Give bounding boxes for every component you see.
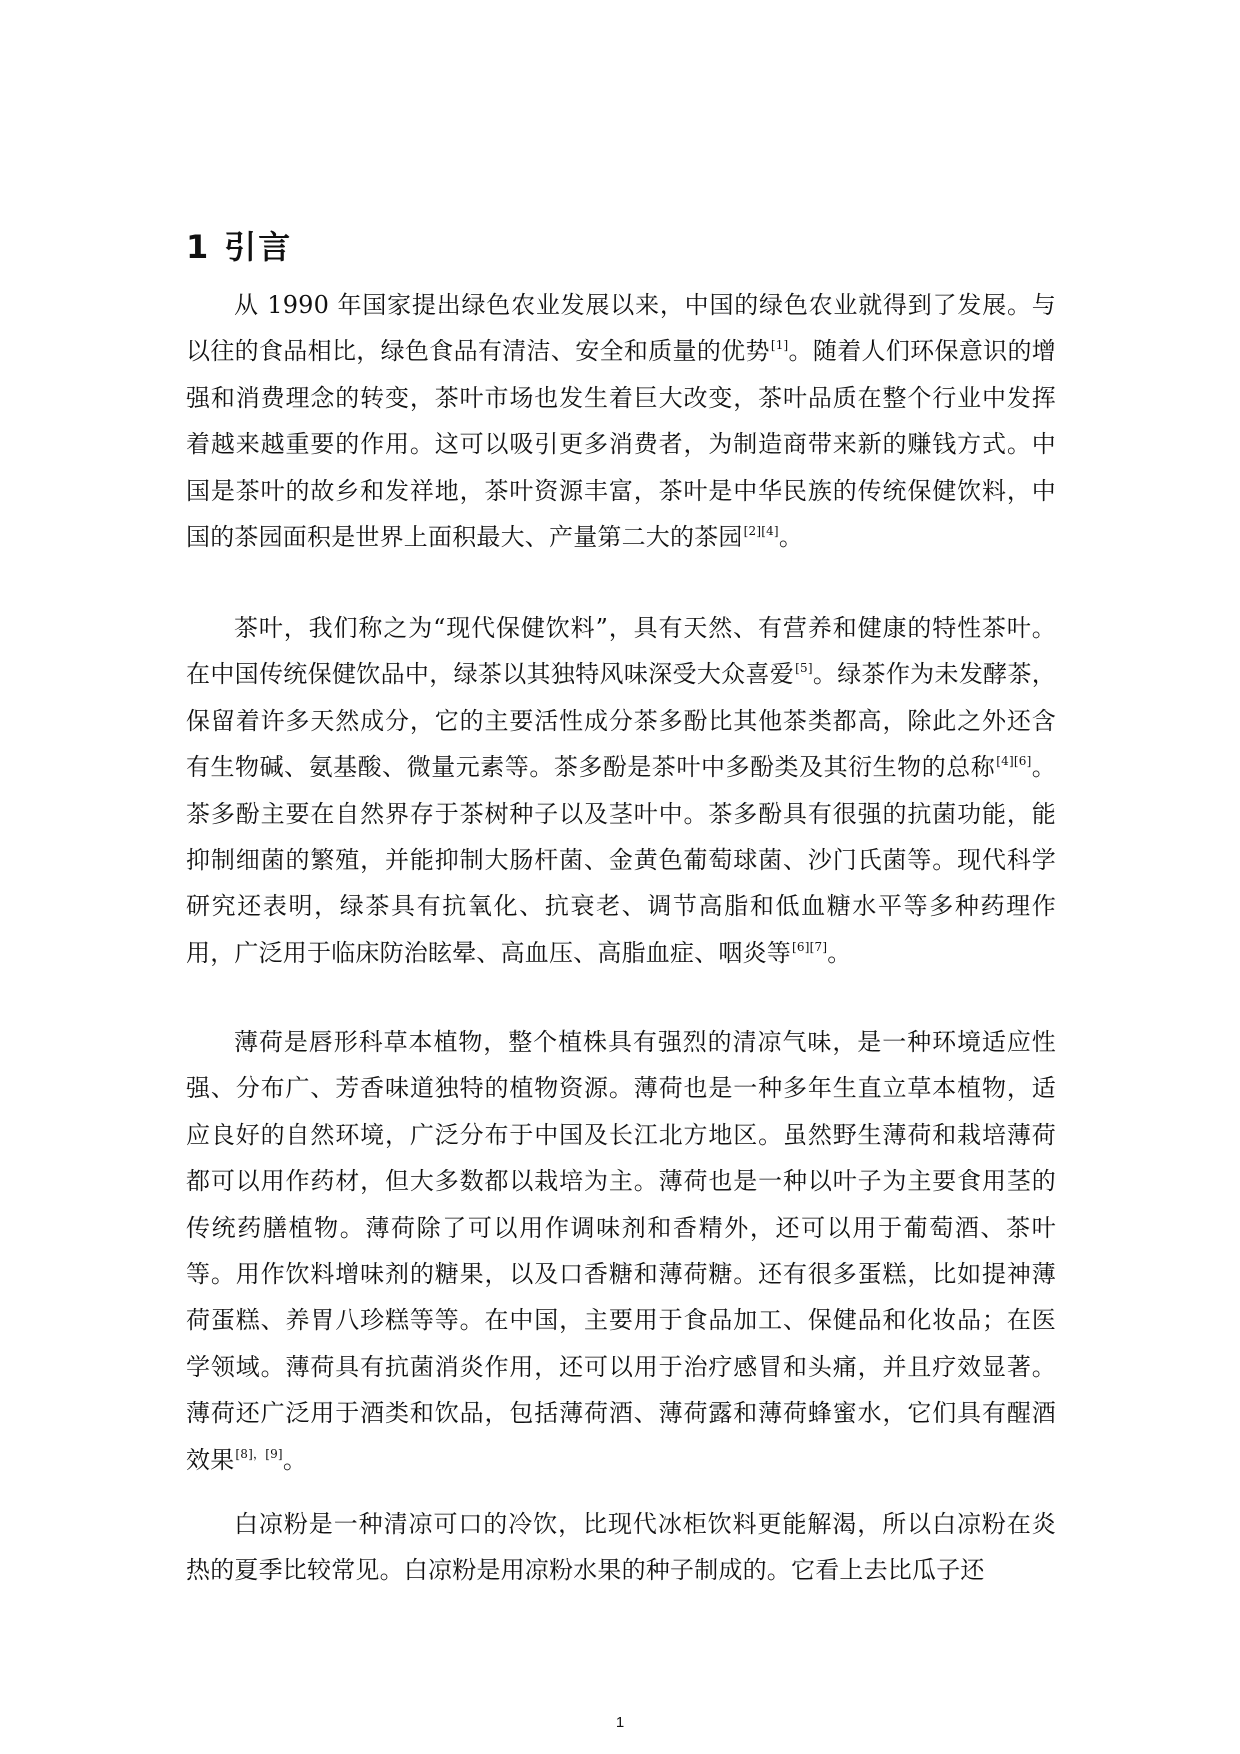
citation-superscript: [4][6] [996, 754, 1032, 769]
body-paragraph [186, 1501, 1056, 1594]
citation-superscript: [2][4] [743, 524, 779, 539]
citation-superscript: [8]，[9] [235, 1446, 283, 1461]
body-paragraph [186, 282, 1056, 560]
paragraph-text: 。茶多酚主要在自然界存于茶树种子以及茎叶中。茶多酚具有很强的抗菌功能，能抑制细菌的繁殖，并能抑制大肠杆菌、金黄色葡萄球菌、沙门氏菌等。现代科学研究还表明，绿茶具有抗氧化、抗衰老、调节高脂和低血糖水平等多种药理作用，广泛用于临床防治眩晕、高血压、高脂血症、咽炎等 [186, 753, 1056, 967]
body-paragraph [186, 1019, 1056, 1483]
paragraph-text: 茶叶，我们称之为“现代保健饮料”，具有天然、有营养和健康的特性茶叶。在中国传统保健饮品中，绿茶以其独特风味深受大众喜爱 [186, 614, 1056, 689]
page-number: 1 [615, 1714, 625, 1731]
body-paragraph [186, 605, 1056, 976]
paragraph-text: 。 [778, 523, 804, 552]
paragraph-text: 白凉粉是一种清凉可口的冷饮，比现代冰柜饮料更能解渴，所以白凉粉在炎热的夏季比较常见。白凉粉是用凉粉水果的种子制成的。它看上去比瓜子还 [186, 1510, 1056, 1585]
citation-superscript: [6][7] [792, 939, 828, 954]
paragraph-text: 。随着人们环保意识的增强和消费理念的转变，茶叶市场也发生着巨大改变，茶叶品质在整个行业中发挥着越来越重要的作用。这可以吸引更多消费者，为制造商带来新的赚钱方式。中国是茶叶的故乡和发祥地，茶叶资源丰富，茶叶是中华民族的传统保健饮料，中国的茶园面积是世界上面积最大、产量第二大的茶园 [186, 337, 1056, 552]
citation-superscript: [1] [770, 338, 789, 353]
paragraph-text: 。绿茶作为未发酵茶，保留着许多天然成分，它的主要活性成分茶多酚比其他茶类都高，除此之外还含有生物碱、氨基酸、微量元素等。茶多酚是茶叶中多酚类及其衍生物的总称 [186, 660, 1057, 782]
paragraph-text: 从 1990 年国家提出绿色农业发展以来，中国的绿色农业就得到了发展。与以往的食品相比，绿色食品有清洁、安全和质量的优势 [186, 291, 1056, 366]
section-title: 引言 [224, 228, 293, 266]
section-number: 1 [186, 228, 211, 266]
section-heading [186, 222, 292, 268]
paragraph-text: 。 [282, 1445, 308, 1474]
citation-superscript: [5] [795, 661, 813, 676]
paragraph-text: 。 [827, 938, 852, 967]
paragraph-text: 薄荷是唇形科草本植物，整个植株具有强烈的清凉气味，是一种环境适应性强、分布广、芳香味道独特的植物资源。薄荷也是一种多年生直立草本植物，适应良好的自然环境，广泛分布于中国及长江北方地区。虽然野生薄荷和栽培薄荷都可以用作药材，但大多数都以栽培为主。薄荷也是一种以叶子为主要食用茎的传统药膳植物。薄荷除了可以用作调味剂和香精外，还可以用于葡萄酒、茶叶等。用作饮料增味剂的糖果，以及口香糖和薄荷糖。还有很多蛋糕，比如提神薄荷蛋糕、养胃八珍糕等等。在中国，主要用于食品加工、保健品和化妆品；在医学领域。薄荷具有抗菌消炎作用，还可以用于治疗感冒和头痛，并且疗效显著。薄荷还广泛用于酒类和饮品，包括薄荷酒、薄荷露和薄荷蜂蜜水，它们具有醒酒效果 [186, 1028, 1056, 1474]
